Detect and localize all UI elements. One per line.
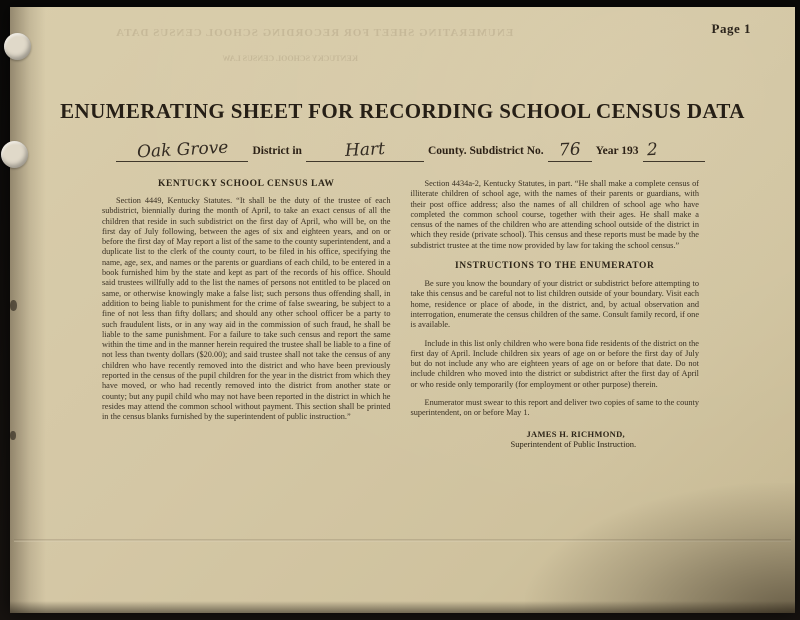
- district-label: District in: [252, 145, 302, 157]
- two-column-text: [102, 179, 699, 449]
- paper-sheet: [10, 7, 795, 613]
- district-handwritten-value: Oak Grove: [136, 137, 229, 163]
- census-law-text: Section 4449, Kentucky Statutes. “It shall be the duty of the trustee of each subdistrict, biennially during the month of April, to take an exact census of all the children that reside in such subdistrict on the first day of April, who will be, on the first day of July following, between the ages of six and eighteen years, and on or before the first day of May report a list of the same to the county superintendent, and a duplicate list to the clerk of the county court, to be filed in his office, specifying the name, age, sex, and names or the parents or guardians of each child, to be entered in a book furnished him by the state and kept as part of the records of his office. Should said trustees willfully add to the list the names of persons not entitled to be placed on same, or otherwise knowingly make a false list; such persons thus offending shall, in addition to being liable to punishment for the crime of false swearing, be subject to a fine of not less than fifty dollars; and should any other school officer be a party to such fraudulent lists, or in any way aid in the commission of such fraud, he shall be liable to the same punishment. For a failure to take such census and report the same within the time and in the manner herein required the trustee shall be liable to a fine of not less than twenty dollars ($20.00); and said trustee shall not take the census of any children who have recently removed into the district and who have been previously reported in the census of the pupil children for the year in the district from which they have moved, or who had recently removed into the district from another state or county; but any pupil child who may not have been reported in the district in which he resides may attend the common school without payment. This section shall be printed in the census blanks furnished by the superintendent of public instruction.”: [102, 196, 391, 422]
- year-field: [643, 139, 705, 162]
- paper-crease: [14, 539, 791, 542]
- instructions-heading: INSTRUCTIONS TO THE ENUMERATOR: [454, 261, 655, 272]
- year-handwritten-value: 2: [646, 139, 658, 161]
- county-field: [306, 139, 424, 162]
- scan-artifact: [10, 431, 16, 440]
- signature-title: Superintendent of Public Instruction.: [510, 438, 637, 449]
- scan-artifact: [10, 300, 17, 311]
- bleed-through-text: KENTUCKY SCHOOL CENSUS LAW: [222, 54, 358, 63]
- right-column: [411, 179, 700, 449]
- page-number: Page 1: [711, 21, 751, 36]
- punch-hole: [1, 141, 28, 168]
- year-label: Year 193: [595, 145, 639, 157]
- county-handwritten-value: Hart: [344, 138, 386, 162]
- district-field: [116, 139, 248, 162]
- subdistrict-handwritten-value: 76: [558, 139, 581, 161]
- signature-block: [411, 429, 700, 449]
- bleed-through-text: ENUMERATING SHEET FOR RECORDING SCHOOL CENSUS DATA: [115, 27, 514, 39]
- document-title: ENUMERATING SHEET FOR RECORDING SCHOOL CENSUS DATA: [60, 99, 745, 123]
- header-fill-in-line: [118, 139, 703, 162]
- census-law-heading: KENTUCKY SCHOOL CENSUS LAW: [157, 179, 335, 189]
- signature-name: JAMES H. RICHMOND,: [526, 428, 625, 439]
- instructions-paragraph-2: Include in this list only children who were bona fide residents of the district on the first day of April. Include children six years of age on or before the first day of July but do not include any who are eighteen years of age on or before that date. Do not include children who moved into the district or subdistrict after the first day of April or who reside only temporarily (for employment or other purpose) therein.: [410, 338, 699, 389]
- punch-hole: [4, 33, 31, 60]
- instructions-paragraph-1: Be sure you know the boundary of your district or subdistrict before attempting to take this census and be careful not to list children outside of your boundary. Visit each home, residence or place of abode, in the district, and, by actual observation and interrogation, enumerate the census children of the same. Consult family record, if one is available.: [410, 279, 699, 330]
- county-subdistrict-label: County. Subdistrict No.: [427, 145, 544, 157]
- left-column: [102, 179, 391, 449]
- bottom-edge-shadow: [10, 601, 795, 613]
- instructions-paragraph-3: Enumerator must swear to this report and deliver two copies of same to the county superintendent, on or before May 1.: [410, 398, 699, 418]
- statute-4434a2-text: Section 4434a-2, Kentucky Statutes, in part. “He shall make a complete census of illiterate children of school age, with the names of their parents or guardians, with their post office address; also the names of all children of school age who have completed the common school course, together with their ages. He shall make a census of the names of the children who are attending school outside of the district in which they reside (private school). This census and these reports must be made by the subdistrict trustee at the time now provided by law for taking the school census.”: [410, 179, 699, 250]
- subdistrict-field: [548, 139, 592, 162]
